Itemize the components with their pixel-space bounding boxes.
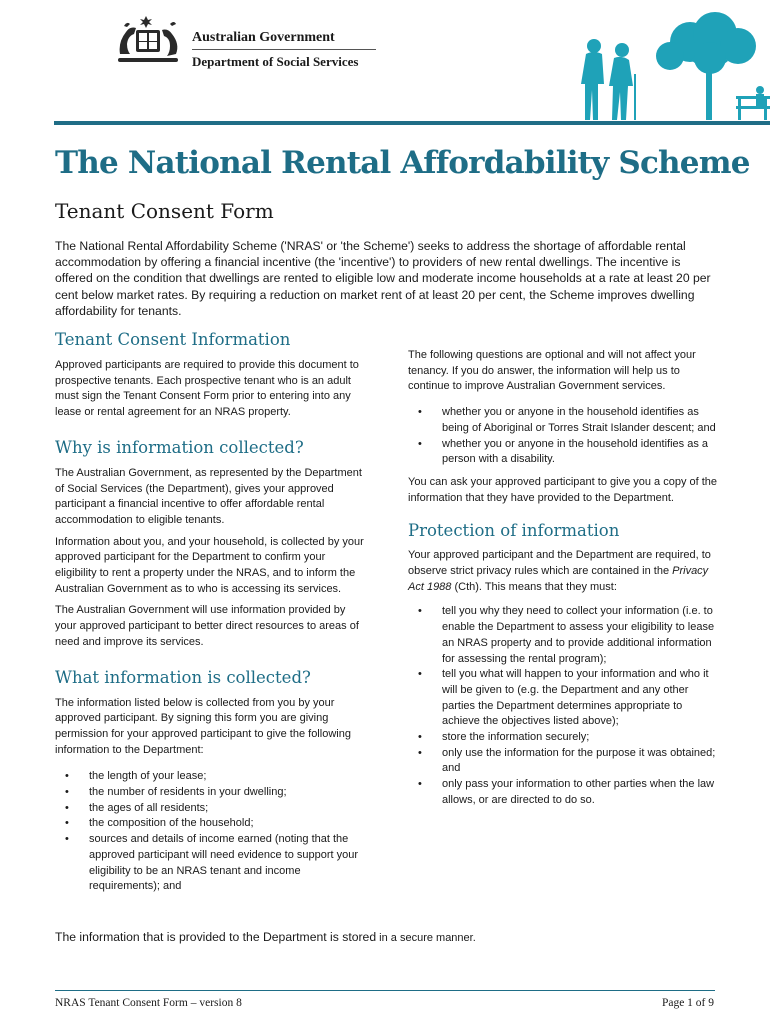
- list-item: • sources and details of income earned (noting that the approved participant will need evidence to support your eligibility to be an NRAS tenant and income requirements); and: [65, 833, 359, 893]
- why-paragraph-2: Information about you, and your household, is collected by your approved participant for the Department to confirm your eligibility to rent a property under the NRAS, and to inform the Australian Government as to who is accessing its services.: [55, 535, 364, 595]
- page-title: The National Rental Affordability Scheme: [55, 145, 750, 181]
- bullet-icon: •: [418, 437, 422, 450]
- why-paragraph-1: The Australian Government, as represented by the Department of Social Services (the Department), gives your approved participant a financial incentive to offer affordable rental accommodation to eligible tenants.: [55, 466, 362, 526]
- page-header: [0, 0, 770, 126]
- footer-form-version: NRAS Tenant Consent Form – version 8: [55, 997, 242, 1009]
- list-item: • only pass your information to other parties when the law allows, or are directed to do so.: [418, 778, 715, 806]
- protection-paragraph: Your approved participant and the Department are required, to observe strict privacy rules which are contained in the Privacy Act 1988 (Cth). This means that they must:: [408, 549, 711, 593]
- elderly-couple-tree-bench-icon: [560, 12, 770, 124]
- section-heading-what: What information is collected?: [55, 667, 311, 687]
- section-heading-why: Why is information collected?: [55, 437, 304, 457]
- storage-statement: The information that is provided to the Department is stored in a secure manner.: [55, 930, 476, 944]
- copy-request-paragraph: You can ask your approved participant to give you a copy of the information that they have provided to the Department.: [408, 475, 718, 504]
- coat-of-arms-icon: [110, 14, 186, 70]
- what-paragraph: The information listed below is collected from you by your approved participant. By signing this form you are giving permission for your approved participant to give the following information to the Department:: [55, 696, 351, 756]
- footer-divider: [55, 990, 715, 991]
- bullet-icon: •: [65, 801, 69, 814]
- bullet-icon: •: [65, 770, 69, 783]
- why-paragraph-3: The Australian Government will use information provided by your approved participant to better direct resources to areas of need and improve its services.: [55, 604, 359, 648]
- footer-page-number: Page 1 of 9: [661, 997, 714, 1009]
- department-name: Department of Social Services: [192, 54, 359, 69]
- optional-questions-list: [408, 405, 720, 468]
- left-column: [55, 330, 365, 895]
- list-item: • the composition of the household;: [55, 816, 365, 832]
- list-item: • tell you what will happen to your information and who it will be given to (e.g. the Department and any other parties the Department determines appropriate to achieve the objectives listed above);: [418, 668, 709, 728]
- list-item: • the length of your lease;: [55, 769, 365, 785]
- bullet-icon: •: [65, 786, 69, 799]
- header-accent-bar: [54, 121, 770, 125]
- privacy-act-reference: Privacy Act 1988: [408, 565, 709, 593]
- bullet-icon: •: [65, 817, 69, 830]
- section-heading-consent: Tenant Consent Information: [55, 330, 291, 349]
- section-heading-protection: Protection of information: [408, 521, 620, 541]
- right-column: [408, 348, 720, 809]
- bullet-icon: •: [418, 778, 422, 791]
- collected-info-list: [55, 769, 365, 895]
- list-item: • whether you or anyone in the household identifies as being of Aboriginal or Torres Strait Islander descent; and: [418, 406, 716, 434]
- bullet-icon: •: [418, 605, 422, 618]
- consent-paragraph: Approved participants are required to provide this document to prospective tenants. Each prospective tenant who is an adult must sign the Tenant Consent Form prior to entering into any lease or rental agreement for an NRAS property.: [55, 359, 359, 419]
- list-item: • tell you why they need to collect your information (i.e. to enable the Department to assess your eligibility to lease an NRAS property and to provide additional information for assessing the rental program);: [418, 605, 715, 665]
- government-name: Australian Government: [192, 30, 335, 45]
- logo-divider: [192, 49, 376, 50]
- list-item: • only use the information for the purpose it was obtained; and: [418, 746, 716, 775]
- form-subtitle: Tenant Consent Form: [55, 199, 274, 223]
- intro-paragraph: The National Rental Affordability Scheme ('NRAS' or 'the Scheme') seeks to address the shortage of affordable rental accommodation by offering a financial incentive (the 'incentive') to providers of new rental dwellings. The incentive is offered on the condition that dwellings are rented to eligible low and moderate income households at a rate at least 20 per cent below market rates. By requiring a reduction on market rent of at least 20 per cent, the Scheme improves dwelling affordability for tenants.: [55, 239, 711, 318]
- bullet-icon: •: [65, 833, 69, 846]
- privacy-obligations-list: [408, 604, 720, 808]
- optional-questions-paragraph: The following questions are optional and will not affect your tenancy. If you do answer, the information will help us to continue to improve Australian Government services.: [408, 349, 696, 393]
- bullet-icon: •: [418, 746, 422, 759]
- list-item: • the number of residents in your dwelling;: [55, 785, 365, 801]
- bullet-icon: •: [418, 731, 422, 744]
- bullet-icon: •: [418, 668, 422, 681]
- list-item: • store the information securely;: [408, 730, 720, 746]
- list-item: • the ages of all residents;: [55, 801, 365, 817]
- list-item: • whether you or anyone in the household identifies as a person with a disability.: [418, 437, 709, 466]
- bullet-icon: •: [418, 406, 422, 419]
